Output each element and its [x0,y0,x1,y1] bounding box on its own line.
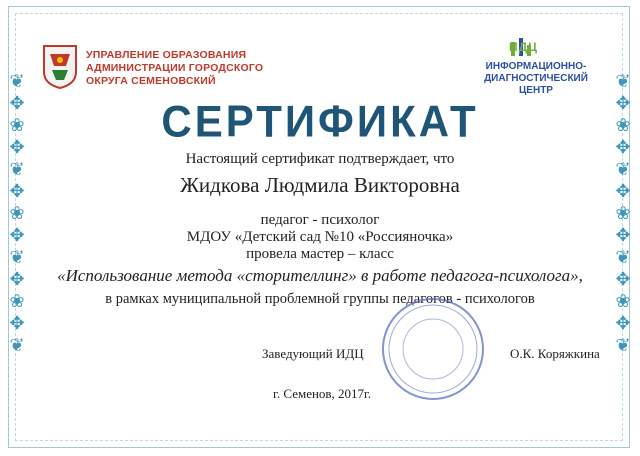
org-left-line2: АДМИНИСТРАЦИИ ГОРОДСКОГО [86,62,264,74]
org-right-line2: ДИАГНОСТИЧЕСКИЙ [484,73,588,84]
education-department-name [86,49,263,88]
idc-logo [507,40,536,54]
certificate-title: СЕРТИФИКАТ [161,96,479,147]
official-stamp [380,296,486,402]
left-ornament: ❦ ✥ ❀ ✥ ❦ ✥ ❀ ✥ ❦ ✥ ❀ ✥ ❦ [9,71,25,355]
idc-logo-text: ИДЦ [509,40,538,54]
signature-name: О.К. Коряжкина [510,346,600,361]
institution-name: МДОУ «Детский сад №10 «Россияночка» [186,229,454,245]
master-class-topic: «Использование метода «сторителлинг» в работе педагога-психолога», [57,266,583,285]
confirmation-text: Настоящий сертификат подтверждает, что [185,151,455,167]
diagnostic-center-name [470,61,602,97]
issue-date: г. Семенов, 2017г. [273,386,372,401]
context-text: в рамках муниципальной проблемной группы педагогов - психологов [105,291,535,307]
org-right-line1: ИНФОРМАЦИОННО- [485,61,587,72]
org-left-line3: ОКРУГА СЕМЕНОВСКИЙ [86,75,216,87]
right-ornament: ❦ ✥ ❀ ✥ ❦ ✥ ❀ ✥ ❦ ✥ ❀ ✥ ❦ [615,71,631,355]
coat-of-arms-icon [42,44,78,90]
recipient-position: педагог - психолог [260,212,380,228]
signature-label: Заведующий ИДЦ [262,346,364,361]
action-text: провела мастер – класс [246,246,394,262]
org-right-line3: ЦЕНТР [519,85,553,96]
recipient-name: Жидкова Людмила Викторовна [180,173,460,197]
org-left-line1: УПРАВЛЕНИЕ ОБРАЗОВАНИЯ [86,49,247,61]
